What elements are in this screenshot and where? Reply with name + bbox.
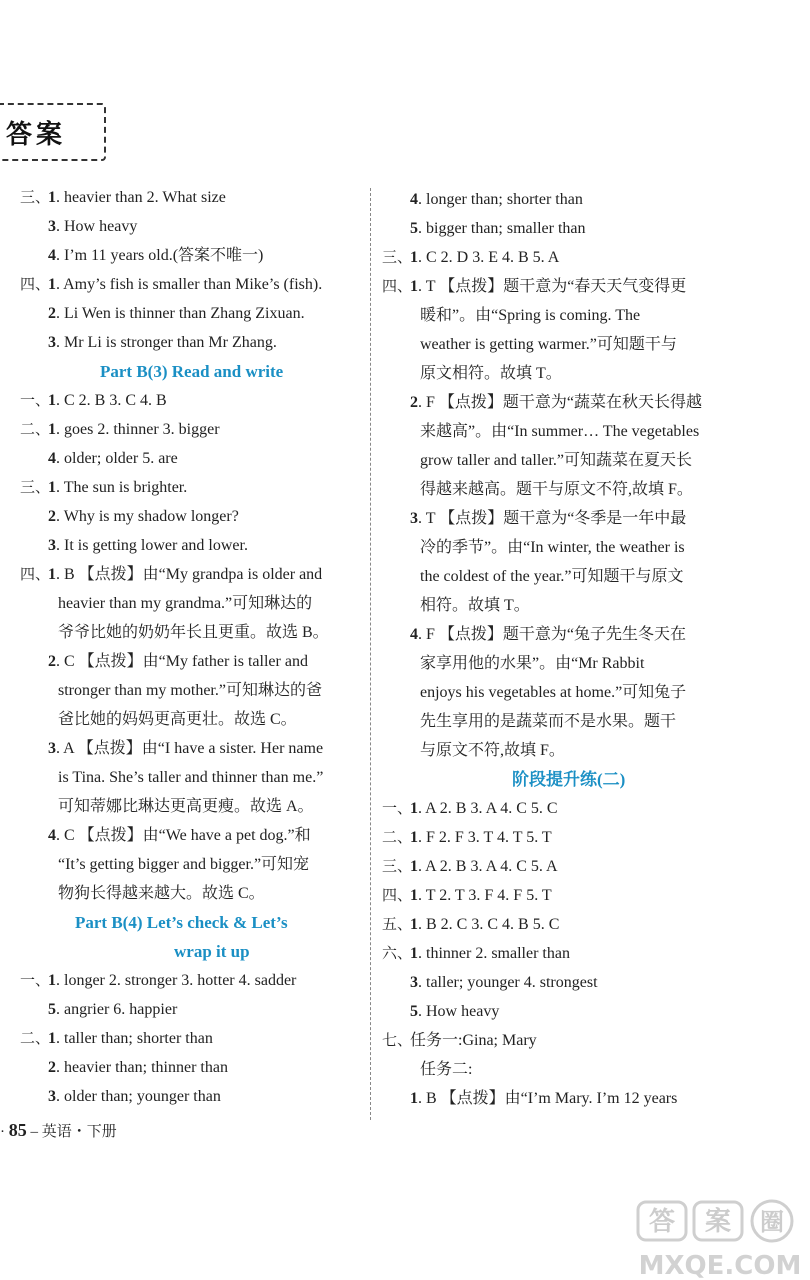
watermark-url: MXQE.COM <box>638 1251 802 1280</box>
answer-text: . C 【点拨】由“We have a pet dog.”和 <box>56 827 311 844</box>
answer-text: . C 2. D 3. E 4. B 5. A <box>418 249 560 266</box>
section-number: 二、 <box>382 828 413 846</box>
answer-text: 得越来越高。题干与原文不符,故填 F。 <box>420 481 693 498</box>
answer-continuation <box>420 649 644 678</box>
item-number: 3 <box>410 974 418 991</box>
answer-text: 相符。故填 T。 <box>420 597 530 614</box>
item-number: 4 <box>48 827 56 844</box>
item-number: 1 <box>410 278 418 295</box>
answer-text: is Tina. She’s taller and thinner than me.” <box>58 769 324 786</box>
section-heading: Part B(4) Let’s check & Let’s <box>75 913 288 932</box>
answer-text: . longer than; shorter than <box>418 191 583 208</box>
answer-text: 任务一:Gina; Mary <box>410 1032 537 1049</box>
item-number: 1 <box>48 276 56 293</box>
answer-line <box>382 1026 537 1055</box>
page-title: 答案 <box>6 119 67 150</box>
answer-text: . The sun is brighter. <box>56 479 188 496</box>
answer-line <box>20 183 226 212</box>
answer-continuation <box>420 446 692 475</box>
answer-line <box>20 995 177 1024</box>
answer-text: 爸比她的妈妈更高更壮。故选 C。 <box>58 711 297 728</box>
answer-line <box>20 1053 228 1082</box>
item-number: 3 <box>48 740 56 757</box>
answer-line <box>382 243 559 272</box>
answer-line <box>382 272 686 301</box>
answer-continuation <box>58 879 265 908</box>
answer-text: . Li Wen is thinner than Zhang Zixuan. <box>56 305 305 322</box>
answer-continuation <box>420 301 640 330</box>
answer-text: . A 【点拨】由“I have a sister. Her name <box>56 740 324 757</box>
answer-text: 来越高”。由“In summer… The vegetables <box>420 423 700 440</box>
watermark-char-3: 圈 <box>760 1208 784 1236</box>
answer-continuation <box>420 475 693 504</box>
answer-text: . older than; younger than <box>56 1088 221 1105</box>
answer-line <box>20 821 311 850</box>
answer-continuation <box>58 792 314 821</box>
item-number: 1 <box>410 249 418 266</box>
section-number: 六、 <box>382 944 413 962</box>
answer-line <box>20 560 322 589</box>
answer-continuation <box>58 618 329 647</box>
answer-text: . taller than; shorter than <box>56 1030 213 1047</box>
item-number: 1 <box>48 1030 56 1047</box>
item-number: 5 <box>410 1003 418 1020</box>
answer-line <box>20 473 187 502</box>
item-number: 2 <box>48 653 56 670</box>
answer-text: . How heavy <box>56 218 138 235</box>
item-number: 3 <box>48 334 56 351</box>
answer-line <box>20 502 239 531</box>
answer-text: 先生享用的是蔬菜而不是水果。题干 <box>420 713 677 730</box>
answer-text: 爷爷比她的奶奶年长且更重。故选 B。 <box>58 624 329 641</box>
item-number: 1 <box>410 1090 418 1107</box>
answer-text: 与原文不符,故填 F。 <box>420 742 565 759</box>
section-number: 一、 <box>382 799 413 817</box>
section-number: 四、 <box>20 565 51 583</box>
footer-subject: 英语・下册 <box>41 1124 117 1140</box>
answer-text: 暖和”。由“Spring is coming. The <box>420 307 641 324</box>
answer-text: . goes 2. thinner 3. bigger <box>56 421 220 438</box>
answer-continuation <box>58 850 309 879</box>
item-number: 1 <box>410 800 418 817</box>
answer-line <box>20 212 137 241</box>
answer-text: . B 2. C 3. C 4. B 5. C <box>418 916 560 933</box>
section-number: 四、 <box>382 886 413 904</box>
answer-text: . It is getting lower and lower. <box>56 537 248 554</box>
item-number: 1 <box>410 829 418 846</box>
item-number: 4 <box>48 450 56 467</box>
section-heading: wrap it up <box>174 942 250 961</box>
answer-text: . heavier than; thinner than <box>56 1059 228 1076</box>
answer-text: . bigger than; smaller than <box>418 220 586 237</box>
section-number: 三、 <box>20 188 51 206</box>
item-number: 1 <box>410 858 418 875</box>
answer-continuation <box>420 707 676 736</box>
item-number: 2 <box>410 394 418 411</box>
answer-text: . Amy’s fish is smaller than Mike’s (fish). <box>56 276 323 293</box>
answer-continuation <box>420 562 684 591</box>
footer-dash: · <box>0 1124 9 1140</box>
item-number: 3 <box>48 537 56 554</box>
answer-line <box>382 185 583 214</box>
answer-text: stronger than my mother.”可知琳达的爸 <box>58 682 322 699</box>
answer-line <box>20 444 178 473</box>
item-number: 1 <box>48 972 56 989</box>
answer-line <box>20 386 167 415</box>
watermark-char-2: 案 <box>704 1207 732 1237</box>
answer-line <box>20 734 323 763</box>
answer-text: . How heavy <box>418 1003 500 1020</box>
answer-text: . I’m 11 years old.(答案不唯一) <box>56 247 264 264</box>
answer-line <box>20 1082 221 1111</box>
section-number: 七、 <box>382 1031 413 1049</box>
answer-line <box>382 1084 677 1113</box>
answer-text: enjoys his vegetables at home.”可知兔子 <box>420 684 687 701</box>
section-number: 二、 <box>20 1029 51 1047</box>
answer-text: “It’s getting bigger and bigger.”可知宠 <box>58 856 310 873</box>
answer-continuation <box>420 417 699 446</box>
item-number: 4 <box>410 626 418 643</box>
section-number: 三、 <box>20 478 51 496</box>
answer-line <box>20 415 220 444</box>
answer-line <box>20 241 263 270</box>
answer-text: 可知蒂娜比琳达更高更瘦。故选 A。 <box>58 798 314 815</box>
item-number: 1 <box>410 887 418 904</box>
answer-continuation <box>420 736 565 765</box>
answer-text: . T 【点拨】题干意为“春天天气变得更 <box>418 278 687 295</box>
answer-continuation <box>420 359 562 388</box>
answer-line <box>20 270 322 299</box>
answer-line <box>20 299 305 328</box>
answer-line <box>20 328 277 357</box>
answer-text: 任务二: <box>420 1061 473 1078</box>
section-number: 五、 <box>382 915 413 933</box>
item-number: 4 <box>410 191 418 208</box>
answer-line <box>382 794 558 823</box>
item-number: 5 <box>410 220 418 237</box>
answer-text: . T 2. T 3. F 4. F 5. T <box>418 887 552 904</box>
answer-text: . heavier than 2. What size <box>56 189 226 206</box>
item-number: 1 <box>48 189 56 206</box>
answer-line <box>382 214 586 243</box>
answer-text: . T 【点拨】题干意为“冬季是一年中最 <box>418 510 687 527</box>
answer-continuation <box>58 676 322 705</box>
answer-continuation <box>58 705 297 734</box>
answer-text: . F 【点拨】题干意为“蔬菜在秋天长得越 <box>418 394 703 411</box>
answer-line <box>382 620 686 649</box>
item-number: 1 <box>48 392 56 409</box>
answer-text: . taller; younger 4. strongest <box>418 974 598 991</box>
page-footer <box>0 1120 117 1141</box>
answer-text: 物狗长得越来越大。故选 C。 <box>58 885 265 902</box>
answer-text: . A 2. B 3. A 4. C 5. A <box>418 858 558 875</box>
answer-line <box>382 910 559 939</box>
answer-text: 家享用他的水果”。由“Mr Rabbit <box>420 655 645 672</box>
answer-line <box>382 997 499 1026</box>
answer-text: . angrier 6. happier <box>56 1001 178 1018</box>
item-number: 4 <box>48 247 56 264</box>
section-number: 二、 <box>20 420 51 438</box>
answer-text: weather is getting warmer.”可知题干与 <box>420 336 677 353</box>
section-number: 一、 <box>20 391 51 409</box>
item-number: 1 <box>48 421 56 438</box>
answer-continuation <box>420 678 686 707</box>
section-heading: Part B(3) Read and write <box>100 362 284 381</box>
answer-continuation <box>420 330 677 359</box>
answers-title-box <box>0 103 106 161</box>
page-number: 85 <box>8 1120 27 1140</box>
answer-text: . Mr Li is stronger than Mr Zhang. <box>56 334 277 351</box>
answer-continuation <box>58 763 323 792</box>
answer-line <box>20 531 248 560</box>
answer-text: . A 2. B 3. A 4. C 5. C <box>418 800 558 817</box>
answer-continuation <box>420 591 530 620</box>
item-number: 5 <box>48 1001 56 1018</box>
answer-text: grow taller and taller.”可知蔬菜在夏天长 <box>420 452 692 469</box>
section-number: 四、 <box>20 275 51 293</box>
answer-line <box>382 852 558 881</box>
answer-text: the coldest of the year.”可知题干与原文 <box>420 568 684 585</box>
answer-text: . C 【点拨】由“My father is taller and <box>56 653 308 670</box>
column-divider <box>370 188 371 1120</box>
answer-line <box>382 388 702 417</box>
answer-text: . F 【点拨】题干意为“兔子先生冬天在 <box>418 626 687 643</box>
answer-text: . F 2. F 3. T 4. T 5. T <box>418 829 552 846</box>
answer-line <box>20 1024 213 1053</box>
answer-line <box>382 939 570 968</box>
answer-text: . thinner 2. smaller than <box>418 945 570 962</box>
answer-continuation <box>58 589 312 618</box>
answer-line <box>382 968 598 997</box>
answer-line <box>20 966 296 995</box>
item-number: 3 <box>410 510 418 527</box>
item-number: 2 <box>48 508 56 525</box>
answer-continuation <box>420 1055 472 1084</box>
answer-text: 原文相符。故填 T。 <box>420 365 562 382</box>
section-number: 四、 <box>382 277 413 295</box>
answer-continuation <box>420 533 685 562</box>
answer-text: . B 【点拨】由“I’m Mary. I’m 12 years <box>418 1090 678 1107</box>
section-heading: 阶段提升练(二) <box>512 770 626 789</box>
item-number: 3 <box>48 218 56 235</box>
answer-text: . Why is my shadow longer? <box>56 508 239 525</box>
answer-text: . older; older 5. are <box>56 450 178 467</box>
answer-text: . B 【点拨】由“My grandpa is older and <box>56 566 323 583</box>
item-number: 1 <box>410 916 418 933</box>
answer-text: 冷的季节”。由“In winter, the weather is <box>420 539 685 556</box>
answer-line <box>382 504 686 533</box>
answer-text: . C 2. B 3. C 4. B <box>56 392 167 409</box>
item-number: 2 <box>48 305 56 322</box>
item-number: 1 <box>410 945 418 962</box>
answer-text: heavier than my grandma.”可知琳达的 <box>58 595 313 612</box>
item-number: 1 <box>48 566 56 583</box>
section-number: 三、 <box>382 248 413 266</box>
footer-dash2: – <box>30 1124 38 1140</box>
item-number: 3 <box>48 1088 56 1105</box>
section-number: 三、 <box>382 857 413 875</box>
answer-line <box>382 881 552 910</box>
watermark-char-1: 答 <box>648 1207 676 1237</box>
answer-line <box>382 823 552 852</box>
watermark-logo <box>632 1196 808 1280</box>
item-number: 1 <box>48 479 56 496</box>
section-number: 一、 <box>20 971 51 989</box>
answer-text: . longer 2. stronger 3. hotter 4. sadder <box>56 972 297 989</box>
item-number: 2 <box>48 1059 56 1076</box>
answer-line <box>20 647 308 676</box>
